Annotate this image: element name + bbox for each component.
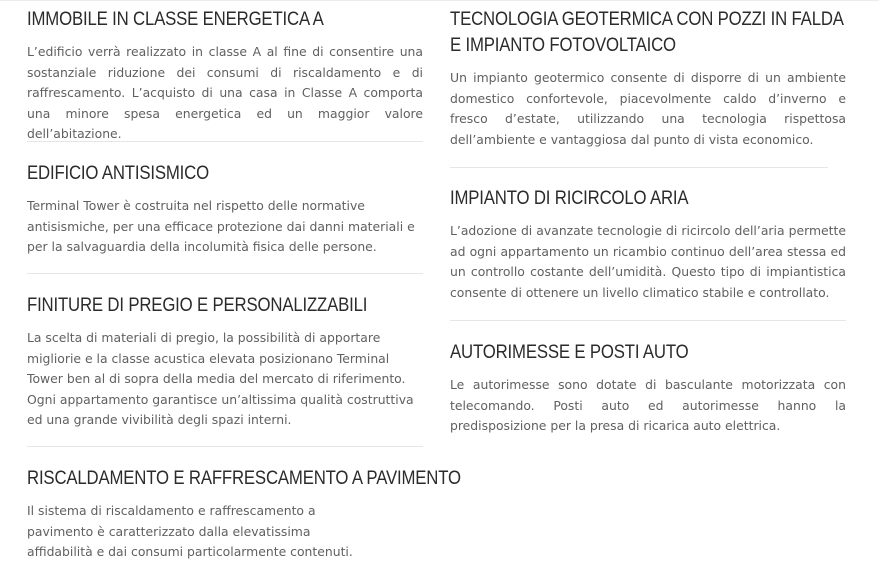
section-divider (27, 446, 423, 447)
feature-description: Il sistema di riscaldamento e raffrescamento a pavimento è caratterizzato dalla elevatissima affidabilità e dai consumi particolarmente contenuti. (27, 503, 353, 559)
feature-finishes (27, 292, 423, 431)
feature-description: Un impianto geotermico consente di disporre di un ambiente domestico confortevole, piacevolmente caldo d’inverno e fresco d’estate, utilizzando una tecnologia rispettosa dell’ambiente e vantaggiosa dal punto di vista economico. (450, 70, 846, 147)
section-divider (27, 273, 423, 274)
feature-energy-class (27, 6, 423, 145)
section-divider (450, 167, 828, 168)
feature-description: La scelta di materiali di pregio, la possibilità di apportare migliorie e la classe acustica elevata posizionano Terminal Tower ben al di sopra della media del mercato di riferimento. Ogni appartamento garantisce un’altissima qualità costruttiva ed una grande vivibilità degli spazi interni. (27, 330, 414, 427)
feature-title: AUTORIMESSE E POSTI AUTO (450, 341, 689, 363)
feature-title: RISCALDAMENTO E RAFFRESCAMENTO A PAVIMENTO (27, 467, 461, 489)
feature-description: L’adozione di avanzate tecnologie di ricircolo dell’aria permette ad ogni appartamento un ricambio continuo dell’area stessa ed un controllo costante dell’umidità. Questo tipo di impiantistica consente di ottenere un livello climatico stabile e controllato. (450, 223, 846, 300)
feature-air-recirculation (450, 185, 846, 303)
feature-description: L’edificio verrà realizzato in classe A al fine di consentire una sostanziale riduzione dei consumi di riscaldamento e di raffrescamento. L’acquisto di una casa in Classe A comporta una minore spesa energetica ed un maggior valore dell’abitazione. (27, 44, 423, 141)
feature-title: EDIFICIO ANTISISMICO (27, 162, 209, 184)
feature-title: TECNOLOGIA GEOTERMICA CON POZZI IN FALDA E IMPIANTO FOTOVOLTAICO (450, 8, 843, 56)
section-divider (450, 320, 846, 321)
feature-description: Le autorimesse sono dotate di basculante motorizzata con telecomando. Posti auto ed autorimesse hanno la predisposizione per la presa di ricarica auto elettrica. (450, 377, 846, 433)
feature-title: IMPIANTO DI RICIRCOLO ARIA (450, 187, 689, 209)
feature-geothermal (450, 6, 846, 150)
feature-title: IMMOBILE IN CLASSE ENERGETICA A (27, 8, 324, 30)
feature-title: FINITURE DI PREGIO E PERSONALIZZABILI (27, 294, 368, 316)
feature-antiseismic (27, 160, 423, 258)
feature-garages (450, 339, 846, 437)
feature-floor-heating (27, 465, 461, 563)
feature-description: Terminal Tower è costruita nel rispetto delle normative antisismiche, per una efficace protezione dai danni materiali e per la salvaguardia della incolumità fisica delle persone. (27, 198, 415, 254)
section-divider (27, 141, 423, 142)
